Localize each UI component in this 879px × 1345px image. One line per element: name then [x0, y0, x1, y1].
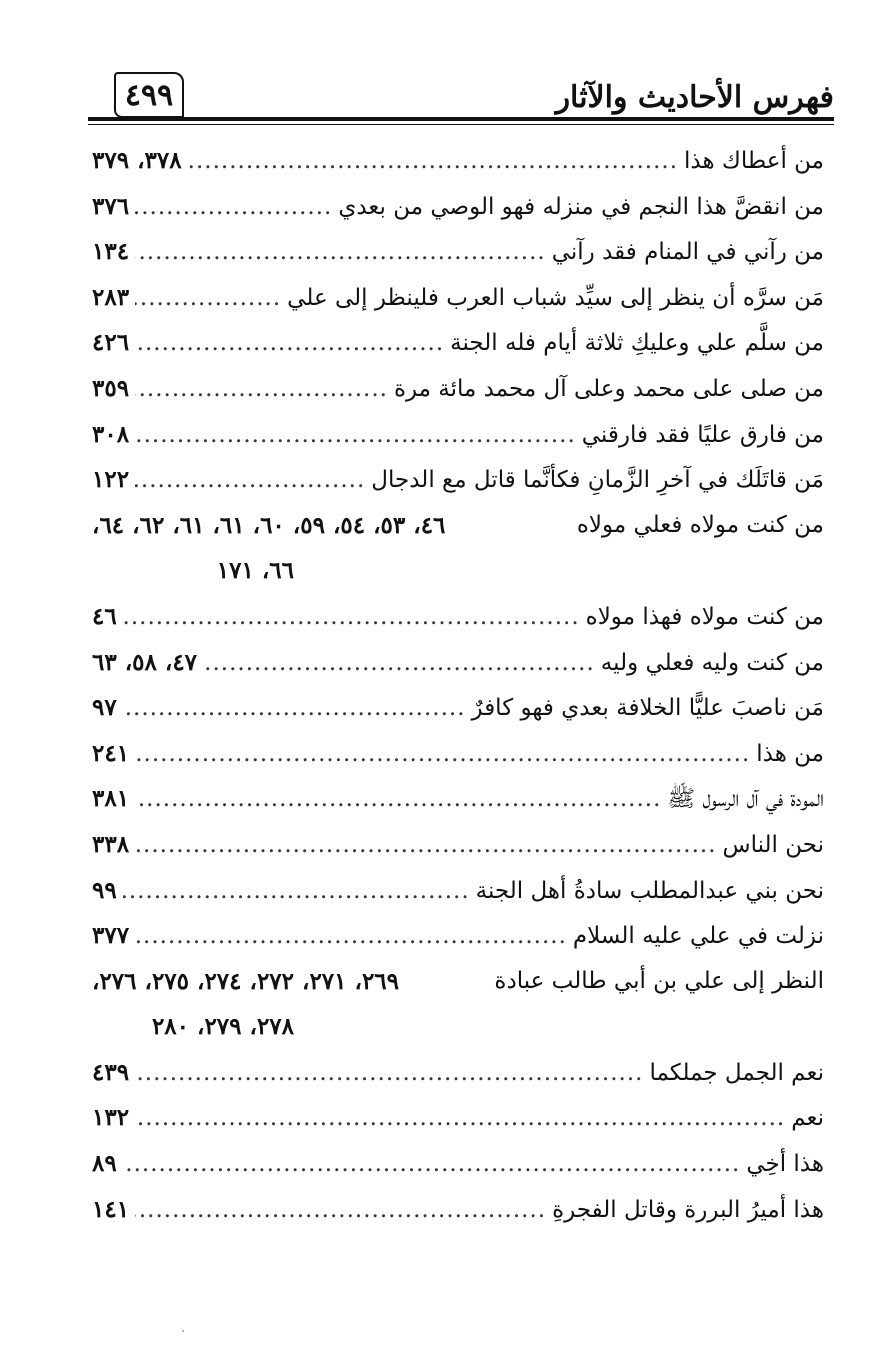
- entry-pages: ٣٧٧: [92, 922, 130, 950]
- entry-text: نعم: [791, 1105, 824, 1132]
- index-entry: [92, 640, 824, 686]
- entry-pages: ١٣٢: [92, 1104, 130, 1132]
- entry-text: من انقضَّ هذا النجم في منزله فهو الوصي من بعدي: [338, 193, 824, 220]
- index-entry: [92, 776, 824, 822]
- dot-leader: [123, 1142, 741, 1188]
- scan-speck: [182, 1330, 184, 1332]
- entry-pages: ٤٣٩: [92, 1058, 130, 1086]
- dot-leader: [135, 777, 661, 823]
- dot-leader: [135, 367, 388, 413]
- entry-text: نحن بني عبدالمطلب سادةُ أهل الجنة: [475, 877, 824, 904]
- index-entry: [92, 138, 824, 184]
- entry-pages: ٩٩: [92, 876, 117, 904]
- dot-leader: [135, 413, 576, 459]
- index-entry: [92, 412, 824, 458]
- entry-pages: ٢٨٣: [92, 283, 130, 311]
- dot-leader: [135, 823, 716, 869]
- dot-leader: [123, 686, 466, 732]
- entry-text: هذا أخِي: [746, 1151, 824, 1178]
- dot-leader: [135, 1188, 546, 1234]
- entry-text: المودة في آل الرسول ﷺ: [667, 786, 824, 813]
- entry-pages: ٩٧: [92, 694, 117, 722]
- index-entry: [92, 320, 824, 366]
- entry-text: من كنت وليه فعلي وليه: [600, 649, 824, 676]
- dot-leader: [123, 595, 580, 641]
- index-entry: [92, 229, 824, 275]
- index-entry: [92, 1095, 824, 1141]
- entry-text: من فارق عليًا فقد فارقني: [581, 421, 824, 448]
- dot-leader: [123, 869, 470, 915]
- index-entry: [92, 913, 824, 959]
- index-entry: [92, 457, 824, 503]
- entry-pages: ٣٧٦: [92, 192, 130, 220]
- index-entry: [92, 1141, 824, 1187]
- entry-pages: ٢٤١: [92, 739, 130, 767]
- entry-pages: ٣٥٩: [92, 374, 130, 402]
- entry-text: من صلى على محمد وعلى آل محمد مائة مرة: [393, 375, 824, 402]
- index-entry-multiline: [92, 959, 824, 1050]
- entry-pages: ٨٩: [92, 1150, 117, 1178]
- header-rule-thick: [88, 117, 834, 121]
- index-entry: [92, 868, 824, 914]
- entry-pages: ٢٦٩، ٢٧١، ٢٧٢، ٢٧٤، ٢٧٥، ٢٧٦،: [92, 967, 399, 995]
- entry-text: هذا أميرُ البررة وقاتل الفجرةِ: [552, 1196, 824, 1223]
- entry-text: مَن قاتَلَك في آخرِ الزَّمانِ فكأنَّما قاتل مع الدجال: [371, 467, 824, 494]
- dot-leader: [135, 1096, 785, 1142]
- index-entry: [92, 822, 824, 868]
- dot-leader: [203, 641, 595, 687]
- entry-text: مَن سرَّه أن ينظر إلى سيِّد شباب العرب فلينظر إلى علي: [287, 284, 824, 311]
- page-number: ٤٩٩: [114, 72, 184, 118]
- entry-pages: ٤٦، ٥٣، ٥٤، ٥٩، ٦٠، ٦١، ٦١، ٦٢، ٦٤،: [92, 511, 446, 539]
- index-entry: [92, 1050, 824, 1096]
- entry-text: من أعطاك هذا: [684, 148, 824, 174]
- entry-text: نحن الناس: [722, 831, 824, 858]
- entry-pages: ٣٧٨، ٣٧٩: [92, 147, 182, 174]
- header-rule-thin: [88, 124, 834, 125]
- dot-leader: [135, 732, 750, 778]
- index-entry-multiline: [92, 503, 824, 594]
- index-entry: [92, 1187, 824, 1233]
- entry-text: من كنت مولاه فهذا مولاه: [585, 603, 824, 630]
- dot-leader: [135, 230, 546, 276]
- running-title: فهرس الأحاديث والآثار: [555, 80, 834, 115]
- entry-text: من سلَّم علي وعليكِ ثلاثة أيام فله الجنة: [450, 330, 824, 357]
- dot-leader: [135, 185, 332, 231]
- entry-text: من كنت مولاه فعلي مولاه: [576, 511, 824, 538]
- entry-pages: ٤٢٦: [92, 329, 130, 357]
- entry-pages: ٤٧، ٥٨، ٦٣: [92, 648, 198, 676]
- index-entry: [92, 594, 824, 640]
- entry-pages: ٤٦: [92, 602, 117, 630]
- entry-pages: ١٤١: [92, 1195, 130, 1223]
- entry-pages-continued: ٢٧٨، ٢٧٩، ٢٨٠: [151, 1013, 294, 1041]
- entry-text: نعم الجمل جملكما: [649, 1059, 824, 1086]
- index-list: [92, 138, 824, 1232]
- entry-text: من هذا: [756, 740, 824, 767]
- entry-pages: ٣٨١: [92, 785, 130, 813]
- dot-leader: [135, 1051, 643, 1097]
- index-entry: [92, 275, 824, 321]
- entry-pages: ١٣٤: [92, 238, 130, 266]
- dot-leader: [135, 321, 444, 367]
- index-entry: [92, 731, 824, 777]
- entry-pages: ٣٠٨: [92, 420, 130, 448]
- dot-leader: [135, 914, 567, 960]
- entry-pages: ٣٣٨: [92, 830, 130, 858]
- index-entry: [92, 184, 824, 230]
- entry-pages: ١٢٢: [92, 466, 130, 494]
- entry-text: نزلت في علي عليه السلام: [572, 923, 824, 950]
- dot-leader: [135, 276, 281, 322]
- page-header: [88, 72, 834, 128]
- entry-text: من رآني في المنام فقد رآني: [551, 239, 824, 266]
- entry-text: مَن ناصبَ عليًّا الخلافة بعدي فهو كافرٌ: [471, 695, 824, 722]
- dot-leader: [188, 139, 678, 185]
- entry-pages-continued: ٦٦، ١٧١: [216, 557, 294, 585]
- dot-leader: [135, 458, 365, 504]
- entry-text: النظر إلى علي بن أبي طالب عبادة: [494, 967, 824, 994]
- index-entry: [92, 685, 824, 731]
- index-entry: [92, 366, 824, 412]
